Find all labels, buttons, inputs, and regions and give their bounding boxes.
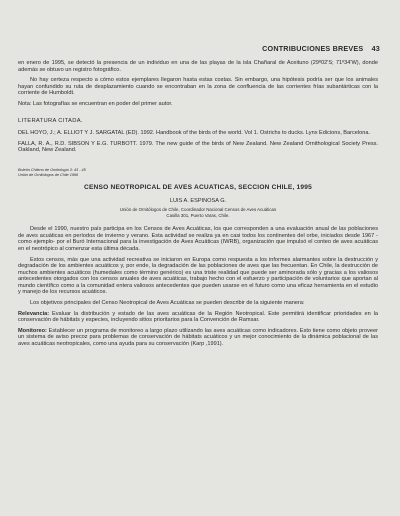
article-affiliation <box>18 207 378 218</box>
article-author: LUIS A. ESPINOSA G. <box>169 197 227 204</box>
page-content <box>18 60 378 352</box>
boletin-note-line-1: Boletín Chileno de Ornitología 3: 43 - 45 <box>18 167 86 172</box>
objective-label: Relevancia: <box>18 310 50 317</box>
photo-note: Nota: Las fotografías se encuentran en poder del primer autor. <box>18 100 173 107</box>
objective-text: Evaluar la distribución y estado de las aves acuáticas de la Región Neotropical. Este permitirá identificar prioridades en la conservación de hábitats y especies, incluyendo sitios prioritarios para la Convención de Ramsar. <box>18 310 378 324</box>
intro-paragraph-2: No hay certeza respecto a cómo estos ejemplares llegaron hasta estas costas. Sin embargo, una hipótesis podría ser que los animales hayan confundido su ruta de desplazamiento cuando se encontraban en la zona de confluencia de las corrientes frías subantárticas con la corriente de Humboldt. <box>18 77 378 97</box>
running-header <box>262 44 380 53</box>
journal-section-title: CONTRIBUCIONES BREVES <box>262 44 364 53</box>
article-paragraph-3: Los objetivos principales del Censo Neotropical de Aves Acuáticas se pueden describir de la siguiente manera: <box>30 300 305 307</box>
article-paragraph-1: Desde el 1990, nuestro país participa en los Censos de Aves Acuáticas, los que corresponden a una evaluación anual de las poblaciones de aves acuáticas en períodos de invierno y verano. Esta actividad se realiza ya en casi todos los continentes del orbe, iniciados desde 1967 -como ejemplo- por el Buró Internacional para la investigación de Aves Acuáticas (IWRB), organización que impulsó el conteo de aves acuáticas en el neotrópico al comenzar esta última década. <box>18 226 378 252</box>
affiliation-line-2: Casilla 301, Puerto Varas, Chile. <box>166 212 230 218</box>
reference-1: DEL HOYO, J.; A. ELLIOT Y J. SARGATAL (ED). 1992. Handbook of the birds of the world. Vol 1. Ostrichs to ducks. Lynx Edicions, Barcelona. <box>18 130 371 137</box>
affiliation-line-1: Unión de Ornitólogos de Chile, Coordinador Nacional Censos de Aves Acuáticas <box>119 207 277 213</box>
objective-monitoreo <box>18 328 378 348</box>
article-paragraph-2: Estos censos, más que una actividad recreativa se iniciaron en Europa como respuesta a los informes alarmantes sobre la destrucción y degradación de los ambientes acuáticos y, por ende, la degradación de las poblaciones de aves que las frecuentan. En Chile, la destrucción de muchos ambientes acuáticos (humedales como término genérico) es una triste realidad que puede ser aminorada sólo y gracias a los valiosos antecedentes otorgados con los censos anuales de aves acuáticas, trabajo hecho con el esfuerzo y participación de voluntarios que aportan al mundo científico como a la comunidad entera valiosos antecedentes que pueden usarse en el futuro como una eficaz herramienta en el estudio y manejo de los recursos acuáticos. <box>18 256 378 296</box>
page-number: 43 <box>371 44 380 53</box>
objective-text: Establecer un programa de monitoreo a largo plazo utilizando las aves acuáticas como indicadores. Esto tiene como objeto proveer un sistema de aviso precoz para problemas de conservación de hábitats acuáticos y un mejor conocimiento de la dinámica poblacional de las aves acuáticas neotropicales, como una ayuda para su conservación (Karp ,1991). <box>18 327 378 348</box>
article-title: CENSO NEOTROPICAL DE AVES ACUATICAS, SECCION CHILE, 1995 <box>84 184 312 192</box>
objective-label: Monitoreo: <box>18 327 47 334</box>
boletin-note-line-2: Unión de Ornitólogos de Chile 1996 <box>18 172 79 177</box>
literature-heading: LITERATURA CITADA. <box>18 117 83 124</box>
intro-paragraph-1: en enero de 1995, se detectó la presencia de un individuo en una de las playas de la isla Chañaral de Aceituno (29º02'S; 71º34'W), donde además se obtuvo un registro fotográfico. <box>18 60 378 73</box>
boletin-note <box>18 168 378 177</box>
objective-relevancia <box>18 311 378 324</box>
reference-2: FALLA, R. A., R.D. SIBSON Y E.G. TURBOTT. 1979. The new guide of the birds of New Zealand. New Zealand Ornithological Society Press. Oakland, New Zealand. <box>18 140 378 154</box>
